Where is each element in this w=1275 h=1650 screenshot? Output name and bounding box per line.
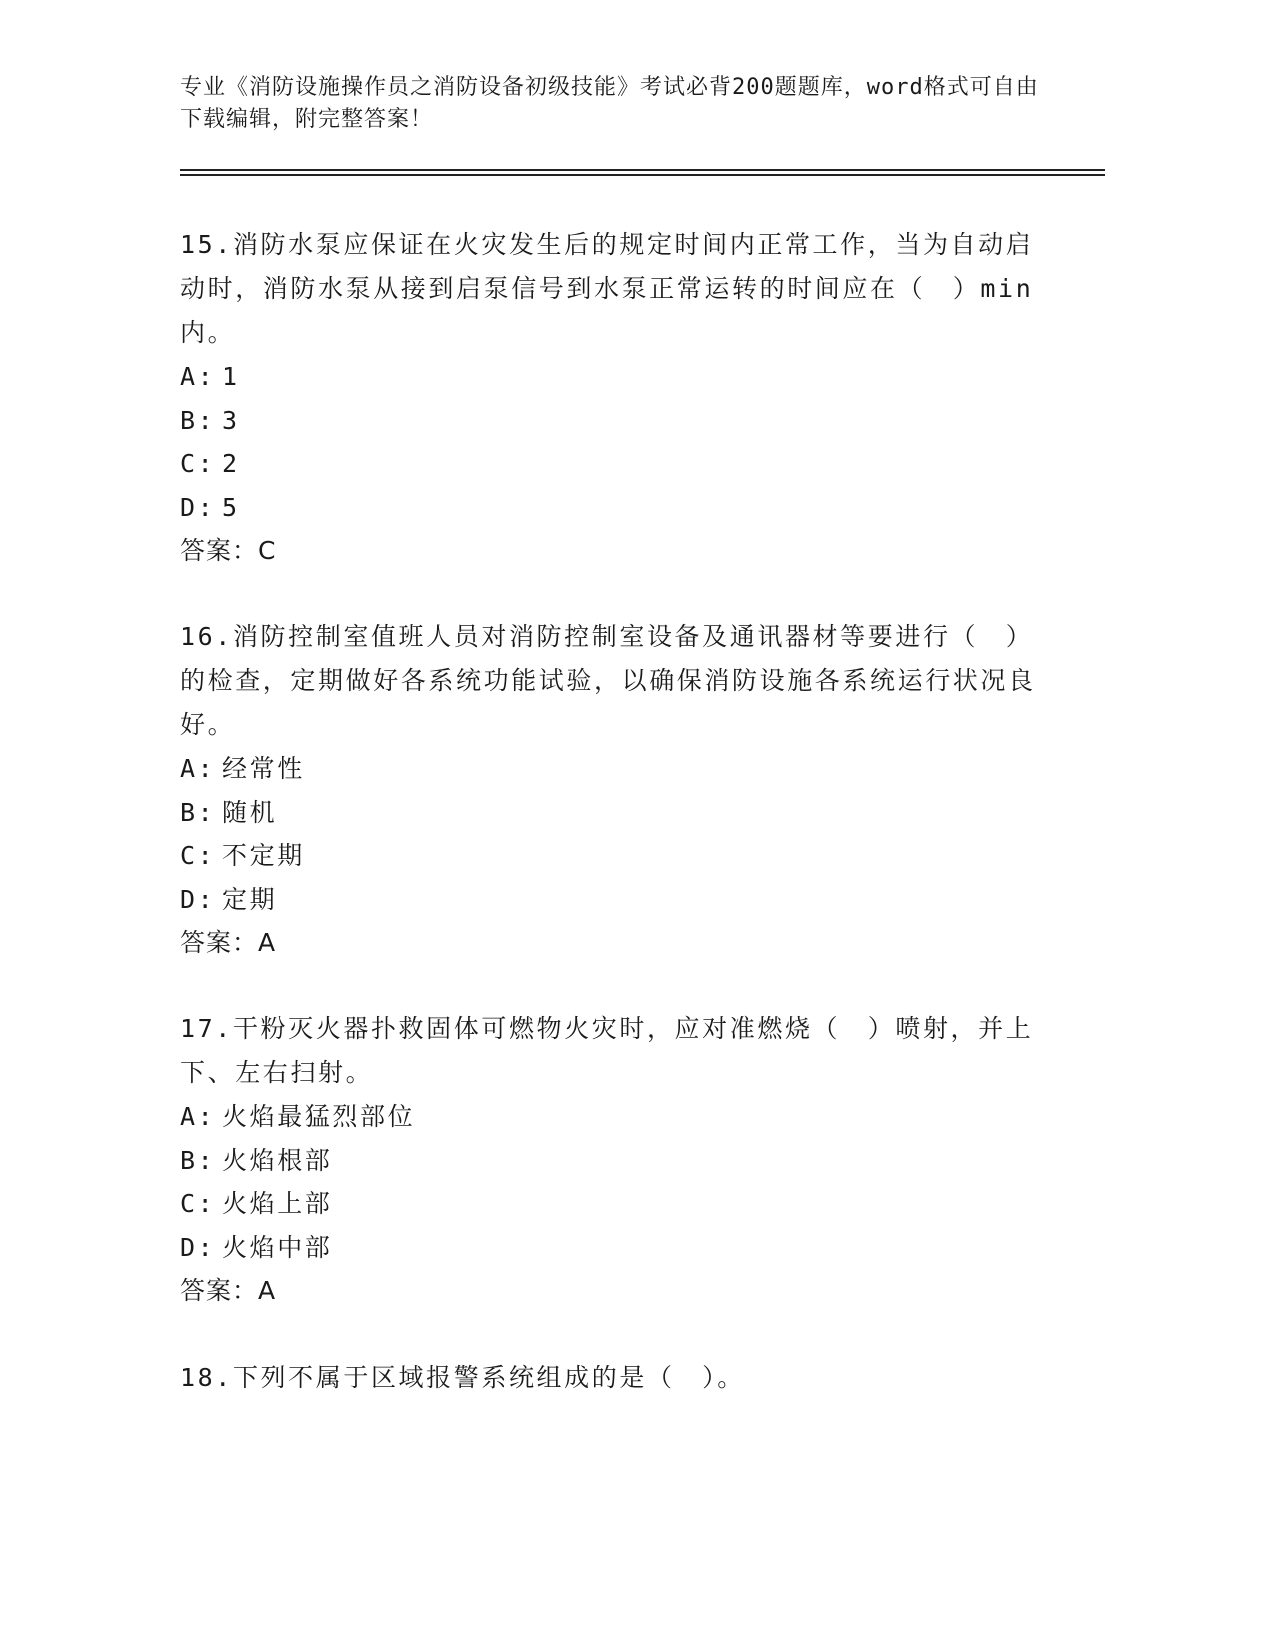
option-text: 随机 (222, 797, 278, 827)
document-header: 专业《消防设施操作员之消防设备初级技能》考试必背200题题库，word格式可自由下载编辑，附完整答案！ (180, 75, 1039, 132)
option-letter: D: (180, 1232, 216, 1262)
question-stem: 15.消防水泵应保证在火灾发生后的规定时间内正常工作，当为自动启动时，消防水泵从接到启泵信号到水泵正常运转的时间应在（ ）min内。 (180, 230, 1034, 347)
question-stem: 18.下列不属于区域报警系统组成的是（ ）。 (180, 1363, 745, 1392)
option-letter: A: (180, 754, 216, 783)
option-letter: D: (180, 884, 216, 914)
option-text: 火焰中部 (222, 1232, 333, 1262)
option-letter: A: (180, 362, 216, 391)
option-d (180, 1226, 1050, 1270)
question-17 (180, 1007, 1050, 1313)
option-c (180, 442, 1050, 486)
option-c (180, 834, 1050, 878)
answer-line: 答案：A (180, 928, 277, 957)
header-divider-top (180, 169, 1105, 171)
option-text: 5 (222, 492, 240, 522)
option-a (180, 1095, 1050, 1139)
question-stem: 16.消防控制室值班人员对消防控制室设备及通讯器材等要进行（ ）的检查，定期做好各系统功能试验，以确保消防设施各系统运行状况良好。 (180, 622, 1036, 739)
option-text: 经常性 (222, 754, 305, 783)
option-text: 火焰最猛烈部位 (222, 1102, 416, 1131)
option-text: 不定期 (222, 841, 305, 870)
header-divider-bottom (180, 174, 1105, 176)
option-d (180, 878, 1050, 922)
answer-line: 答案：C (180, 536, 277, 565)
question-16 (180, 615, 1050, 965)
option-text: 火焰上部 (222, 1189, 333, 1218)
option-letter: B: (180, 797, 216, 827)
option-a (180, 747, 1050, 791)
option-letter: D: (180, 492, 216, 522)
option-b (180, 399, 1050, 443)
answer-line: 答案：A (180, 1276, 277, 1305)
option-letter: B: (180, 405, 216, 435)
question-stem: 17.干粉灭火器扑救固体可燃物火灾时，应对准燃烧（ ）喷射，并上下、左右扫射。 (180, 1014, 1034, 1087)
question-18 (180, 1356, 1050, 1400)
option-text: 3 (222, 405, 240, 435)
option-letter: C: (180, 1189, 216, 1218)
option-b (180, 791, 1050, 835)
option-d (180, 486, 1050, 530)
option-text: 定期 (222, 884, 278, 914)
option-letter: A: (180, 1102, 216, 1131)
option-letter: C: (180, 841, 216, 870)
option-letter: C: (180, 449, 216, 478)
option-text: 1 (222, 362, 240, 391)
option-a (180, 355, 1050, 399)
option-b (180, 1139, 1050, 1183)
option-text: 2 (222, 449, 240, 478)
option-letter: B: (180, 1145, 216, 1175)
option-text: 火焰根部 (222, 1145, 333, 1175)
option-c (180, 1182, 1050, 1226)
question-15 (180, 223, 1050, 573)
